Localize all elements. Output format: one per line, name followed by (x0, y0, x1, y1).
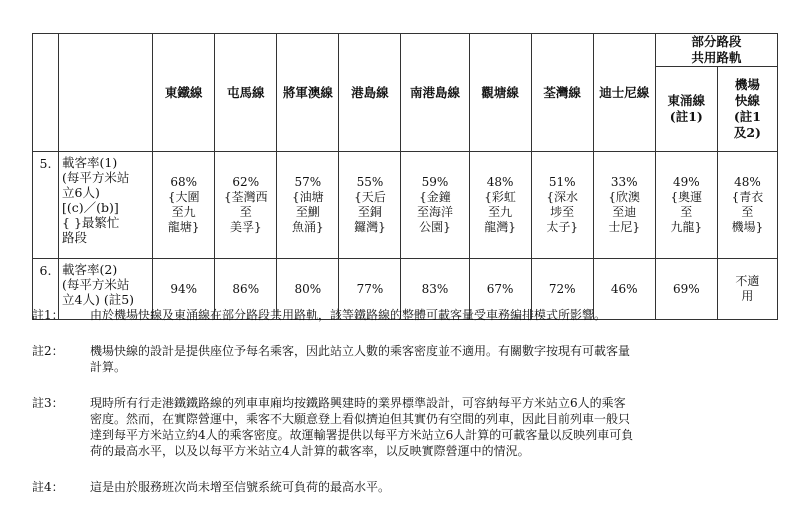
table-cell: 不適 用 (717, 259, 777, 320)
table-cell: 94% (153, 259, 215, 320)
table-cell: 72% (531, 259, 593, 320)
table-cell: 46% (593, 259, 655, 320)
table-cell: 48% {青衣 至 機場} (717, 152, 777, 259)
table-cell: 83% (401, 259, 469, 320)
line-header-east-rail: 東鐵線 (153, 34, 215, 152)
shared-group-line: 共用路軌 (691, 50, 742, 65)
table-row (33, 152, 778, 259)
line-header-south-island: 南港島線 (401, 34, 469, 152)
line-header-tsuen-wan: 荃灣線 (531, 34, 593, 152)
header-blank-metric (59, 34, 153, 152)
line-header-airport-express: 機場 快線 (註1 及2) (717, 67, 777, 152)
footnote-label: 註4： (32, 480, 64, 494)
shared-group-line: 部分路段 (691, 34, 742, 49)
footnotes (32, 300, 782, 495)
table-cell: 49% {奧運 至 九龍} (655, 152, 717, 259)
footnote-text: 由於機場快線及東涌線在部分路段共用路軌，該等鐵路線的整體可載客量受車務編排模式所影響。 (90, 308, 607, 322)
footnote-label: 註2： (32, 344, 64, 358)
ridership-table (32, 33, 778, 320)
footnote-1 (32, 307, 782, 323)
footnote-label: 註1： (32, 308, 64, 322)
table-cell: 33% {欣澳 至迪 士尼} (593, 152, 655, 259)
footnote-4 (32, 479, 782, 495)
table-cell: 67% (469, 259, 531, 320)
line-header-tuen-ma: 屯馬線 (215, 34, 277, 152)
header-blank-no (33, 34, 59, 152)
row-metric-label: 載客率(2) (每平方米站 立4人) (註5) (59, 259, 153, 320)
table-cell: 48% {彩虹 至九 龍灣} (469, 152, 531, 259)
table-cell: 62% {荃灣西 至 美孚} (215, 152, 277, 259)
footnote-text: 機場快線的設計是提供座位予每名乘客，因此站立人數的乘客密度並不適用。有關數字按現有可載客量 計算。 (90, 344, 631, 374)
footnote-2 (32, 343, 782, 375)
footnote-text: 這是由於服務班次尚未增至信號系統可負荷的最高水平。 (90, 480, 391, 494)
shared-track-group-header (655, 34, 777, 67)
footnote-3 (32, 395, 782, 459)
table-cell: 77% (339, 259, 401, 320)
table-cell: 51% {深水 埗至 太子} (531, 152, 593, 259)
table-cell: 55% {天后 至銅 鑼灣} (339, 152, 401, 259)
table-cell: 69% (655, 259, 717, 320)
footnote-text: 現時所有行走港鐵鐵路線的列車車廂均按鐵路興建時的業界標準設計，可容納每平方米站立6人的乘客 密度。然而，在實際營運中，乘客不大願意登上看似擠迫但其實仍有空間的列車，因此目前列車一般只 達到每平方米站立約4人的乘客密度。故運輸署提供以每平方米站立6人計算的可載客量以反映列車可負 荷的最高水平，以及以每平方米站立4人計算的載客率，以反映實際營運中的情況。 (90, 396, 634, 458)
line-header-disneyland: 迪士尼線 (593, 34, 655, 152)
table-cell: 57% {油塘 至鰂 魚涌} (277, 152, 339, 259)
row-number: 5. (33, 152, 59, 259)
line-header-tung-chung: 東涌線 (註1) (655, 67, 717, 152)
table-cell: 86% (215, 259, 277, 320)
line-header-tseung-kwan-o: 將軍澳線 (277, 34, 339, 152)
line-header-island: 港島線 (339, 34, 401, 152)
row-number: 6. (33, 259, 59, 320)
footnote-label: 註3： (32, 396, 64, 410)
table-cell: 68% {大圍 至九 龍塘} (153, 152, 215, 259)
line-header-kwun-tong: 觀塘線 (469, 34, 531, 152)
row-metric-label: 載客率(1) (每平方米站 立6人) [(c)／(b)] { }最繁忙 路段 (59, 152, 153, 259)
table-cell: 59% {金鐘 至海洋 公園} (401, 152, 469, 259)
table-cell: 80% (277, 259, 339, 320)
